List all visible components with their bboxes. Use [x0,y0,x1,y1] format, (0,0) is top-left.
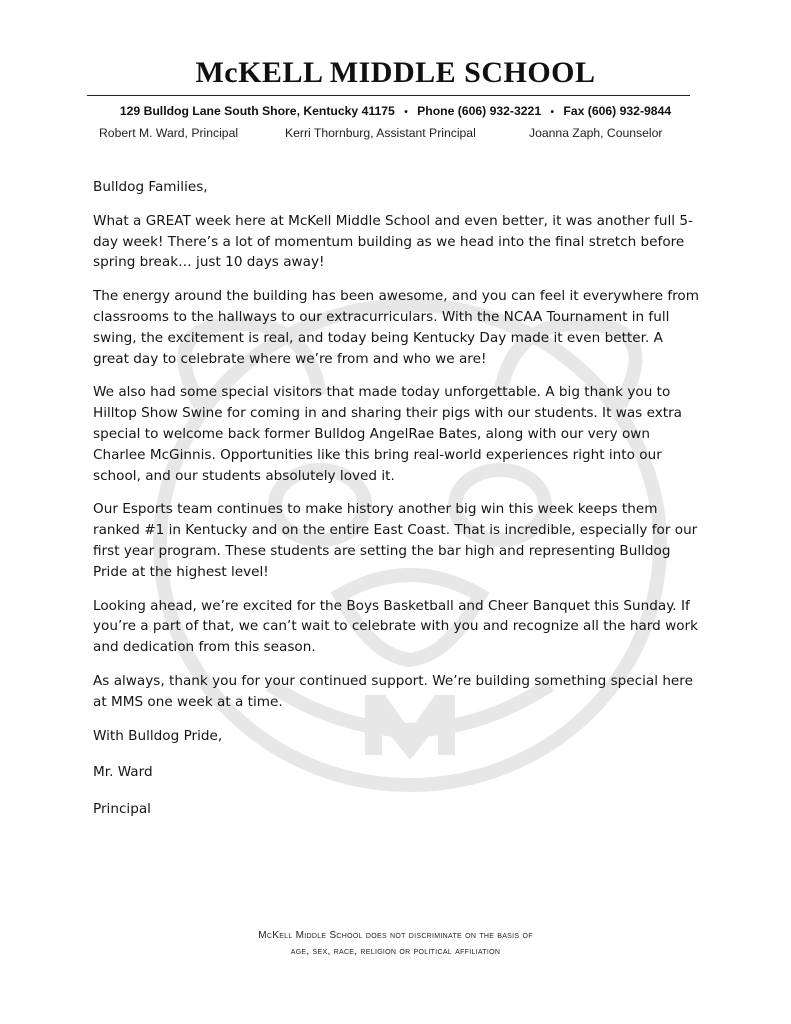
letter-paragraph: What a GREAT week here at McKell Middle School and even better, it was another full 5-day week! There’s a lot of momentum building as we head into the final stretch before spring break… just 10 days away! [93,212,693,271]
letter-paragraph: We also had some special visitors that made today unforgettable. A big thank you to Hilltop Show Swine for coming in and sharing their pigs with our students. It was extra special to welcome back former Bulldog AngelRae Bates, along with our very own Charlee McGinnis. Opportunities like this bring real-world experiences right into our school, and our students absolutely loved it. [93,384,682,484]
closing: With Bulldog Pride, [93,727,223,744]
letter-paragraph: As always, thank you for your continued support. We’re building something special here at MMS one week at a time. [93,672,693,710]
signer-title: Principal [93,801,151,818]
letter-paragraph: Looking ahead, we’re excited for the Boys Basketball and Cheer Banquet this Sunday. If you’re a part of that, we can’t wait to celebrate with you and recognize all the hard work and dedication from this season. [93,597,698,656]
street-address: 129 Bulldog Lane South Shore, Kentucky 41175 [119,104,395,118]
letter-paragraph: Our Esports team continues to make history another big win this week keeps them ranked #1 in Kentucky and on the entire East Coast. That is incredible, especially for our first year program. These students are setting the bar high and representing Bulldog Pride at the highest level! [93,501,698,580]
staff-line [0,126,791,142]
footer-line-2: age, sex, race, religion or political affiliation [290,946,501,957]
principal-name: Robert M. Ward, Principal [99,126,239,140]
signer-name: Mr. Ward [93,764,153,781]
letter-body [93,177,703,836]
phone-number: Phone (606) 932-3221 [417,104,542,118]
footer-line-1: McKell Middle School does not discriminate on the basis of [258,930,533,941]
nondiscrimination-footer [0,928,791,960]
separator-dot: • [404,107,408,118]
fax-number: Fax (606) 932-9844 [563,104,672,118]
header-divider [87,95,690,96]
counselor-name: Joanna Zaph, Counselor [529,126,663,140]
letter-paragraph: The energy around the building has been awesome, and you can feel it everywhere from classrooms to the hallways to our extracurriculars. With the NCAA Tournament in full swing, the excitement is real, and today being Kentucky Day made it even better. A great day to celebrate where we’re from and who we are! [93,288,699,367]
address-line [0,104,791,118]
separator-dot: • [550,107,555,118]
school-name: McKELL MIDDLE SCHOOL [195,56,596,89]
salutation: Bulldog Families, [93,179,208,195]
assistant-principal-name: Kerri Thornburg, Assistant Principal [285,126,476,140]
